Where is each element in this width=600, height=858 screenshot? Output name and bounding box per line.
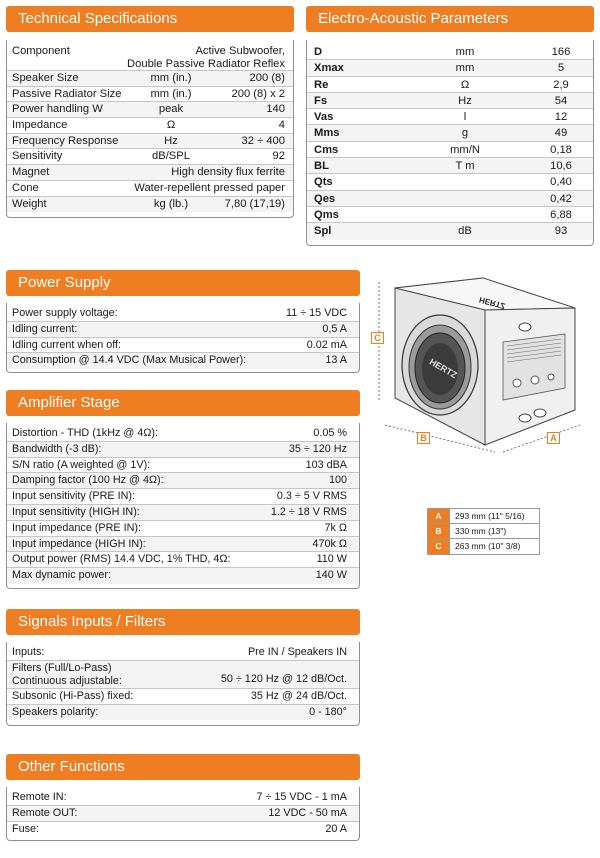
other-label: Remote IN: [12, 791, 67, 803]
spec-label: Sensitivity [12, 150, 63, 163]
amp-value: 0.05 % [313, 427, 347, 439]
parameter-unit: mm/N [450, 143, 480, 156]
spec-unit: mm (in.) [150, 72, 192, 84]
parameter-value: 0,40 [550, 176, 572, 189]
amp-label: Distortion - THD (1kHz @ 4Ω): [12, 427, 159, 439]
amp-row [7, 442, 359, 458]
amp-value: 7k Ω [324, 521, 347, 534]
spec-row [7, 118, 293, 134]
parameter-label: BL [314, 160, 329, 173]
spec-unit: kg (lb.) [153, 197, 189, 210]
power-label: Idling current when off: [12, 338, 122, 351]
spec-label: Impedance [12, 119, 68, 132]
signals-header: Signals Inputs / Filters [6, 609, 360, 635]
spec-row [7, 197, 293, 213]
other-functions-table [6, 787, 360, 841]
parameter-label: Qts [314, 176, 333, 189]
parameter-value: 49 [554, 127, 568, 140]
power-label: Idling current: [12, 322, 78, 335]
other-functions-header: Other Functions [6, 754, 360, 780]
technical-specs-table [6, 40, 294, 218]
spec-row [7, 102, 293, 118]
amp-label: Input impedance (HIGH IN): [12, 537, 146, 550]
power-label: Power supply voltage: [12, 307, 118, 319]
parameter-row [307, 125, 593, 141]
spec-label: Frequency Response [12, 134, 119, 147]
spec-row [7, 44, 293, 71]
dimension-value: 293 mm (11" 5/16) [455, 511, 525, 521]
spec-value: 7,80 (17,19) [224, 197, 285, 210]
dimension-value: 330 mm (13") [455, 526, 507, 536]
parameter-label: Spl [314, 225, 332, 238]
parameter-row [307, 191, 593, 207]
parameter-row [307, 142, 593, 158]
parameter-value: 10,6 [550, 160, 572, 173]
signals-row [7, 705, 359, 721]
power-supply-table [6, 303, 360, 373]
signals-label: Filters (Full/Lo-Pass) Continuous adjustable: [12, 661, 122, 687]
spec-value: Water-repellent pressed paper [134, 181, 285, 194]
spec-label: Power handling W [12, 103, 103, 116]
spec-label: Magnet [12, 166, 50, 179]
dimension-letter: B [428, 524, 450, 538]
parameter-unit: mm [455, 46, 475, 58]
speaker-brand-label: HERTZ [427, 356, 459, 381]
parameter-unit: Hz [458, 94, 472, 107]
parameter-label: Mms [314, 127, 340, 140]
parameter-label: D [314, 46, 323, 58]
parameter-value: 0,42 [550, 192, 572, 205]
spec-value: 4 [278, 119, 285, 132]
amp-value: 100 [328, 474, 347, 487]
parameter-unit: g [461, 127, 469, 140]
spec-row [7, 181, 293, 197]
parameter-value: 0,18 [550, 143, 572, 156]
parameter-row [307, 223, 593, 239]
spec-unit: mm (in.) [150, 87, 192, 100]
power-row [7, 353, 359, 369]
parameter-unit: l [463, 111, 467, 124]
spec-unit: dB/SPL [152, 150, 190, 163]
amp-row [7, 568, 359, 584]
spec-unit: peak [158, 103, 184, 116]
amp-row [7, 537, 359, 553]
other-row [7, 822, 359, 838]
parameter-row [307, 158, 593, 174]
spec-label: Cone [12, 181, 39, 194]
amp-value: 103 dBA [305, 458, 347, 471]
signals-value: 0 - 180° [309, 705, 347, 718]
top-brand-label: HERTZ [478, 295, 507, 311]
parameter-label: Qms [314, 208, 339, 221]
parameter-label: Cms [314, 143, 339, 156]
parameter-label: Vas [314, 111, 334, 124]
parameter-row [307, 207, 593, 223]
amp-row [7, 505, 359, 521]
power-row [7, 306, 359, 322]
signals-label: Subsonic (Hi-Pass) fixed: [12, 689, 134, 702]
other-label: Remote OUT: [12, 806, 78, 819]
amp-label: Bandwidth (-3 dB): [12, 442, 102, 455]
signals-row [7, 645, 359, 661]
power-row [7, 338, 359, 354]
dimension-row [428, 539, 539, 554]
signals-table [6, 642, 360, 726]
signals-value: Pre IN / Speakers IN [247, 646, 347, 658]
amp-label: S/N ratio (A weighted @ 1V): [12, 458, 151, 471]
dimension-row [428, 509, 539, 524]
spec-value: 200 (8) x 2 [231, 87, 285, 100]
power-value: 13 A [325, 354, 347, 367]
parameter-row [307, 174, 593, 190]
spec-unit: Hz [164, 134, 178, 147]
other-value: 20 A [325, 822, 347, 835]
amp-value: 140 W [315, 569, 347, 582]
dimension-b-tag: B [417, 432, 430, 444]
amp-row [7, 458, 359, 474]
dimension-row [428, 524, 539, 539]
spec-value: High density flux ferrite [171, 166, 285, 179]
parameter-value: 5 [557, 62, 565, 75]
parameter-unit: T m [455, 160, 475, 173]
parameter-row [307, 44, 593, 60]
amp-value: 1.2 ÷ 18 V RMS [270, 505, 347, 518]
parameter-row [307, 93, 593, 109]
technical-specs-header: Technical Specifications [6, 6, 294, 32]
amp-row [7, 521, 359, 537]
amp-value: 0.3 ÷ 5 V RMS [276, 490, 347, 503]
amp-value: 35 ÷ 120 Hz [288, 442, 347, 455]
amp-label: Output power (RMS) 14.4 VDC, 1% THD, 4Ω: [12, 553, 231, 566]
spec-row [7, 71, 293, 87]
spec-value: Active Subwoofer, Double Passive Radiator Reflex [127, 45, 285, 70]
amp-value: 470k Ω [312, 537, 347, 550]
spec-value: 92 [272, 150, 285, 163]
other-label: Fuse: [12, 822, 40, 835]
parameter-label: Qes [314, 192, 336, 205]
power-value: 0,5 A [322, 322, 347, 335]
signals-value: 50 ÷ 120 Hz @ 12 dB/Oct. [220, 673, 347, 685]
electro-acoustic-header: Electro-Acoustic Parameters [306, 6, 594, 32]
amp-label: Damping factor (100 Hz @ 4Ω): [12, 474, 164, 487]
amp-label: Input sensitivity (HIGH IN): [12, 505, 140, 518]
spec-label: Passive Radiator Size [12, 87, 122, 100]
amp-label: Input impedance (PRE IN): [12, 521, 142, 534]
signals-row [7, 689, 359, 705]
spec-row [7, 134, 293, 150]
spec-row [7, 165, 293, 181]
amp-value: 110 W [316, 553, 347, 566]
parameter-value: 93 [554, 225, 568, 238]
dimension-value: 263 mm (10" 3/8) [455, 541, 521, 551]
amplifier-stage-table [6, 423, 360, 589]
dimension-a-tag: A [547, 432, 560, 444]
spec-unit: Ω [166, 119, 176, 132]
power-supply-header: Power Supply [6, 270, 360, 296]
spec-value: 200 (8) [249, 72, 285, 84]
power-row [7, 322, 359, 338]
amp-row [7, 473, 359, 489]
parameter-value: 166 [551, 46, 571, 58]
spec-value: 32 ÷ 400 [241, 134, 285, 147]
power-value: 0.02 mA [306, 338, 347, 351]
signals-label: Inputs: [12, 646, 45, 658]
signals-row [7, 661, 359, 689]
dimensions-table [427, 508, 540, 555]
electro-acoustic-table [306, 40, 594, 246]
parameter-value: 54 [554, 94, 568, 107]
spec-label: Speaker Size [12, 72, 79, 84]
parameter-row [307, 77, 593, 93]
parameter-label: Xmax [314, 62, 344, 75]
amp-row [7, 426, 359, 442]
amp-row [7, 552, 359, 568]
spec-row [7, 149, 293, 165]
parameter-row [307, 109, 593, 125]
parameter-unit: Ω [460, 78, 470, 91]
parameter-value: 6,88 [550, 208, 572, 221]
spec-label: Component [12, 45, 70, 57]
power-value: 11 ÷ 15 VDC [286, 307, 347, 319]
parameter-unit: mm [455, 62, 475, 75]
signals-value: 35 Hz @ 24 dB/Oct. [250, 689, 347, 702]
parameter-value: 12 [554, 111, 568, 124]
amp-label: Max dynamic power: [12, 569, 112, 582]
signals-label: Speakers polarity: [12, 705, 99, 718]
other-value: 12 VDC - 50 mA [268, 806, 347, 819]
amp-label: Input sensitivity (PRE IN): [12, 490, 135, 503]
spec-row [7, 87, 293, 103]
spec-value: 140 [266, 103, 285, 116]
parameter-label: Fs [314, 94, 328, 107]
other-row [7, 806, 359, 822]
dimension-letter: C [428, 539, 450, 554]
parameter-label: Re [314, 78, 329, 91]
dimension-c-tag: C [371, 332, 384, 344]
amp-row [7, 489, 359, 505]
power-label: Consumption @ 14.4 VDC (Max Musical Power): [12, 354, 247, 367]
parameter-row [307, 60, 593, 76]
other-value: 7 ÷ 15 VDC - 1 mA [256, 791, 347, 803]
amplifier-stage-header: Amplifier Stage [6, 390, 360, 416]
dimension-letter: A [428, 509, 450, 523]
subwoofer-diagram [365, 270, 595, 455]
parameter-value: 2,9 [553, 78, 569, 91]
spec-label: Weight [12, 197, 47, 210]
other-row [7, 790, 359, 806]
parameter-unit: dB [458, 225, 472, 238]
